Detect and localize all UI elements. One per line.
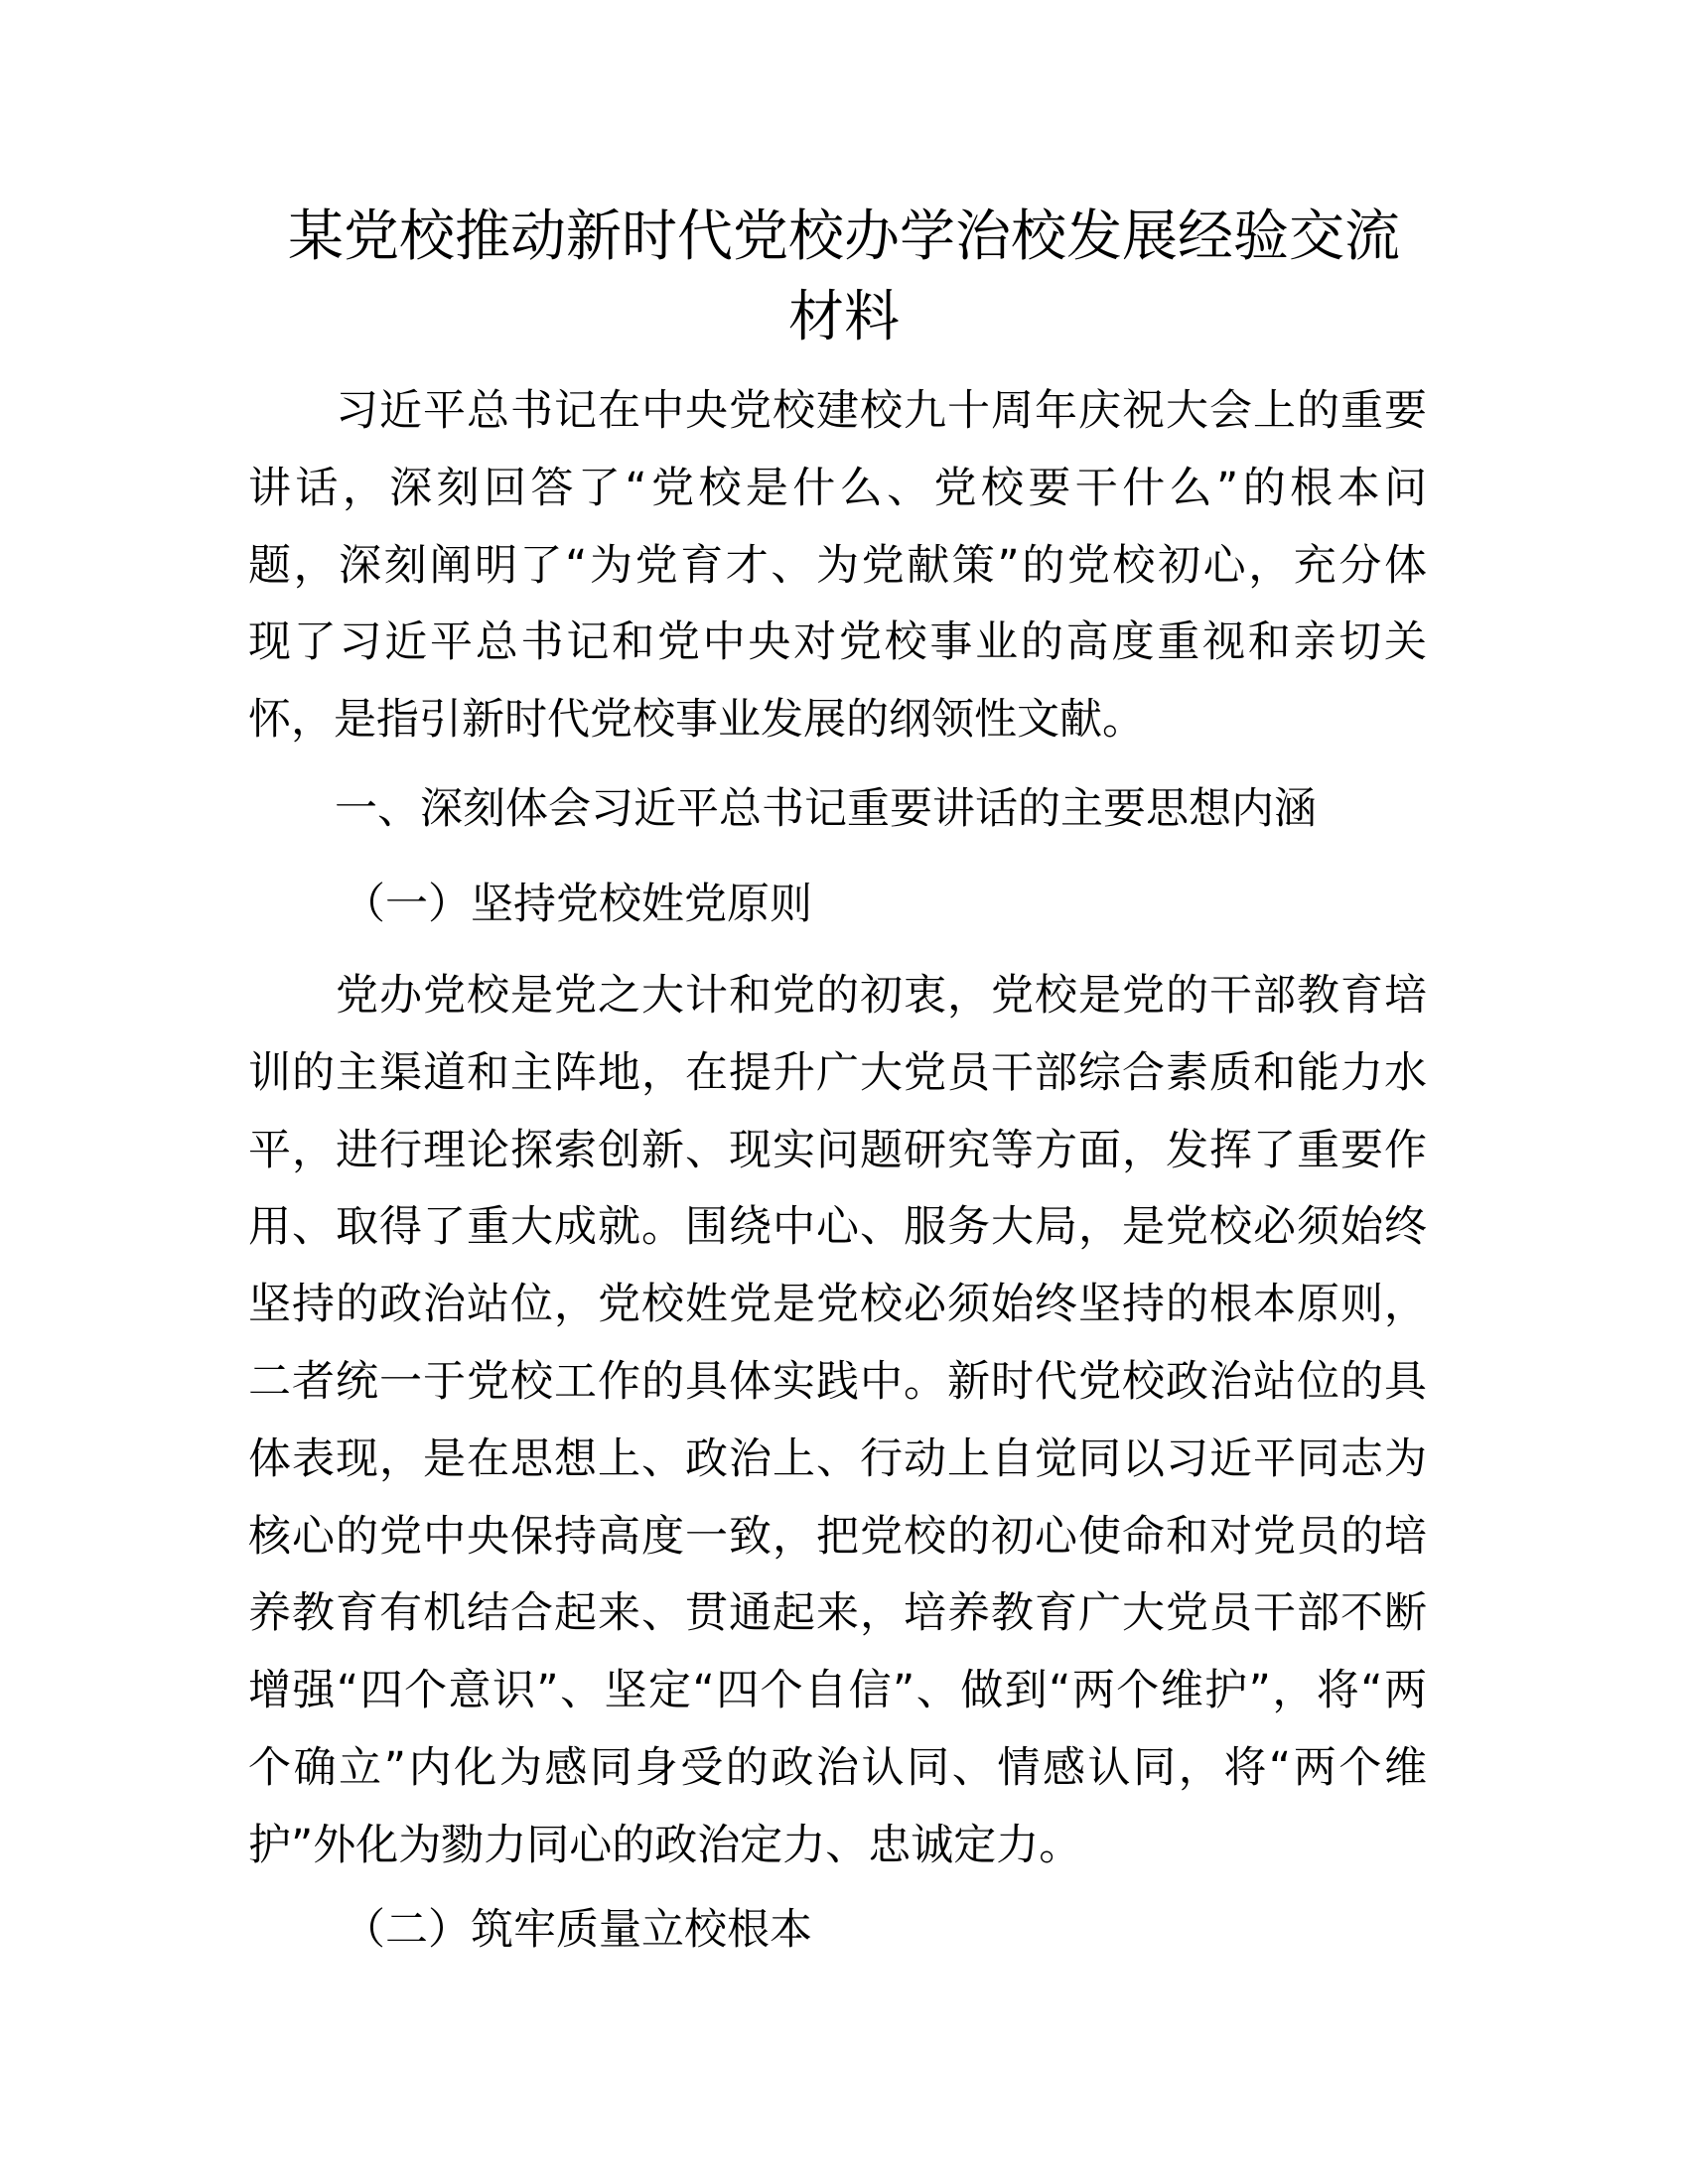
paragraph-line: 用、取得了重大成就。围绕中心、服务大局，是党校必须始终 — [248, 1202, 1427, 1253]
paragraph-line: 党办党校是党之大计和党的初衷，党校是党的干部教育培 — [248, 971, 1427, 1021]
paragraph-line: 个确立”内化为感同身受的政治认同、情感认同，将“两个维 — [248, 1743, 1427, 1793]
subheading-1: （一）坚持党校姓党原则 — [343, 880, 812, 929]
document-title-line-1: 某党校推动新时代党校办学治校发展经验交流 — [288, 205, 1400, 269]
paragraph-line: 核心的党中央保持高度一致，把党校的初心使命和对党员的培 — [248, 1511, 1427, 1562]
paragraph-line: 题，深刻阐明了“为党育才、为党献策”的党校初心，充分体 — [248, 540, 1427, 591]
paragraph-line: 讲话，深刻回答了“党校是什么、党校要干什么”的根本问 — [248, 463, 1427, 513]
paragraph-line: 现了习近平总书记和党中央对党校事业的高度重视和亲切关 — [248, 617, 1427, 668]
paragraph-line: 习近平总书记在中央党校建校九十周年庆祝大会上的重要 — [248, 386, 1427, 436]
paragraph-line: 体表现，是在思想上、政治上、行动上自觉同以习近平同志为 — [248, 1433, 1427, 1484]
paragraph-line: 训的主渠道和主阵地，在提升广大党员干部综合素质和能力水 — [248, 1047, 1427, 1098]
paragraph-line: 养教育有机结合起来、贯通起来，培养教育广大党员干部不断 — [248, 1588, 1427, 1639]
document-title-line-2: 材料 — [788, 285, 900, 349]
paragraph-line: 护”外化为勠力同心的政治定力、忠诚定力。 — [248, 1820, 1082, 1870]
paragraph-line: 坚持的政治站位，党校姓党是党校必须始终坚持的根本原则， — [248, 1280, 1427, 1330]
paragraph-line: 怀，是指引新时代党校事业发展的纲领性文献。 — [248, 695, 1145, 746]
paragraph-line: 二者统一于党校工作的具体实践中。新时代党校政治站位的具 — [248, 1357, 1427, 1407]
subheading-2: （二）筑牢质量立校根本 — [343, 1905, 812, 1955]
paragraph-line: 增强“四个意识”、坚定“四个自信”、做到“两个维护”，将“两 — [248, 1666, 1427, 1716]
paragraph-line: 平，进行理论探索创新、现实问题研究等方面，发挥了重要作 — [248, 1125, 1427, 1175]
section-heading-1: 一、深刻体会习近平总书记重要讲话的主要思想内涵 — [335, 784, 1317, 834]
